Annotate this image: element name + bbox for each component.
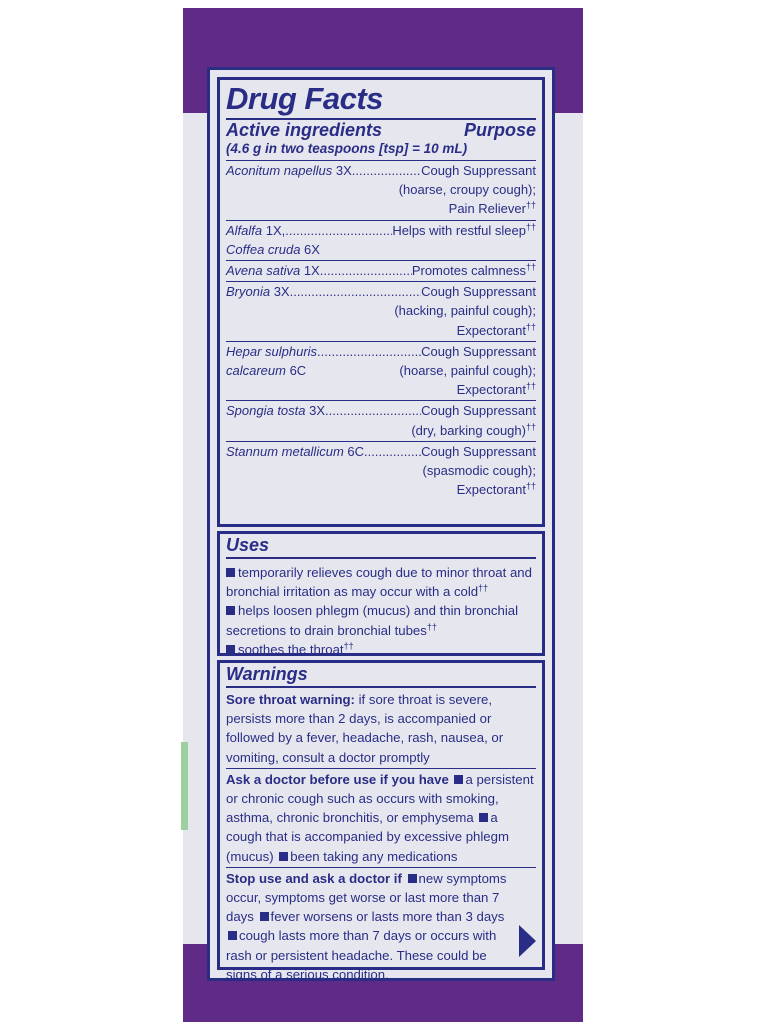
- ingredient-latin-name: Stannum metallicum: [226, 443, 344, 459]
- footnote-mark: ††: [525, 421, 536, 432]
- drug-facts-title: Drug Facts: [226, 81, 383, 116]
- leader-dots: [317, 342, 421, 361]
- bullet-square-icon: [226, 645, 235, 654]
- ingredient-purpose: Cough Suppressant: [421, 403, 536, 419]
- leader-dots: [285, 221, 392, 240]
- bullet-square-icon: [228, 931, 237, 940]
- footnote-mark: ††: [525, 481, 536, 492]
- stop-use-item: fever worsens or lasts more than 3 days: [270, 909, 505, 925]
- use-text: soothes the throat: [238, 641, 344, 657]
- sore-throat-warning: [226, 688, 536, 768]
- footnote-mark: ††: [525, 321, 536, 332]
- ingredient-line: [226, 442, 536, 461]
- purpose-heading: Purpose: [463, 120, 536, 140]
- bullet-square-icon: [260, 912, 269, 921]
- ingredient-name: [226, 361, 306, 380]
- ingredient-purpose: Cough Suppressant: [421, 443, 536, 459]
- ingredient-latin-name: Bryonia: [226, 284, 271, 300]
- footnote-mark: ††: [343, 640, 354, 651]
- ingredient-purpose: Helps with restful sleep††: [392, 221, 536, 238]
- uses-list: [226, 559, 536, 659]
- uses-heading: Uses: [226, 535, 270, 555]
- ingredient-purpose: Promotes calmness††: [411, 262, 536, 279]
- ingredient-name: [226, 282, 290, 301]
- ingredient-strength: 3X: [270, 284, 290, 300]
- leader-dots: [352, 161, 421, 180]
- ingredients-header: [226, 120, 536, 140]
- purpose-continued: Expectorant††: [456, 321, 536, 338]
- warnings-heading: Warnings: [226, 664, 308, 684]
- ingredient-latin-name: Hepar sulphuris: [226, 343, 318, 359]
- ingredient-row: [226, 221, 536, 260]
- uses-section: [217, 531, 545, 656]
- ingredient-name: [226, 161, 352, 180]
- active-ingredients-heading: Active ingredients: [226, 120, 383, 140]
- box-green-accent: [181, 742, 188, 830]
- ask-doctor-item: a persistent or chronic cough such as occurs with smoking, asthma, chronic bronchitis, or emphysema: [226, 771, 534, 826]
- ask-doctor-item: a cough that is accompanied by excessive phlegm (mucus): [226, 810, 509, 864]
- leader-dots: [325, 401, 421, 420]
- purpose-continued: (hacking, painful cough);: [394, 303, 536, 319]
- footnote-mark: ††: [525, 221, 536, 232]
- ingredient-line: [226, 361, 536, 380]
- ingredient-row: [226, 401, 536, 440]
- ingredient-line: [226, 261, 536, 280]
- ingredient-latin-name: Spongia tosta: [226, 403, 306, 419]
- ingredient-name: [226, 401, 325, 420]
- ingredient-purpose: Cough Suppressant: [421, 284, 536, 300]
- ingredient-line: [226, 221, 536, 240]
- ingredient-name: [226, 261, 320, 280]
- purpose-continued: Expectorant††: [456, 381, 536, 398]
- use-item: [226, 640, 536, 659]
- purpose-continued: Expectorant††: [456, 481, 536, 498]
- purpose-continued: (dry, barking cough)††: [411, 421, 536, 438]
- ingredient-strength: 3X: [305, 403, 326, 419]
- ingredient-row: [226, 282, 536, 341]
- purpose-continued: (hoarse, croupy cough);: [398, 182, 536, 198]
- ask-doctor-warning: [226, 769, 536, 867]
- ingredient-strength: 1X: [300, 263, 320, 279]
- purpose-continued: (spasmodic cough);: [422, 463, 536, 479]
- footnote-mark: ††: [525, 200, 536, 211]
- ingredient-row: [226, 161, 536, 220]
- leader-dots: [364, 442, 421, 461]
- footnote-mark: ††: [478, 583, 489, 594]
- bullet-square-icon: [279, 852, 288, 861]
- ingredient-latin-name: Coffea cruda: [226, 241, 301, 257]
- ask-doctor-lead: Ask a doctor before use if you have: [226, 771, 449, 787]
- ingredient-name: [226, 242, 320, 257]
- ingredient-name: [226, 442, 364, 461]
- ingredient-line: [226, 342, 536, 361]
- play-arrow-icon: [519, 925, 536, 957]
- ingredient-latin-name: calcareum: [226, 363, 286, 379]
- ingredient-row: [226, 342, 536, 401]
- stop-use-warning: [226, 868, 536, 984]
- ingredient-purpose: Cough Suppressant: [421, 163, 536, 178]
- ask-doctor-item: been taking any medications: [290, 848, 458, 864]
- drug-facts-label: [207, 67, 555, 981]
- use-item: [226, 563, 536, 601]
- footnote-mark: ††: [525, 381, 536, 392]
- sore-throat-lead: Sore throat warning:: [226, 692, 355, 707]
- leader-dots: [290, 282, 421, 301]
- ingredient-latin-name: Alfalfa: [226, 222, 263, 238]
- ingredient-purpose: Cough Suppressant: [421, 343, 536, 359]
- ingredient-latin-name: Avena sativa: [226, 263, 301, 279]
- ingredient-strength: 3X: [332, 163, 352, 178]
- ingredient-line: [226, 161, 536, 180]
- ingredient-strength: 6X: [300, 241, 320, 257]
- ingredient-purpose: (hoarse, painful cough);: [399, 363, 536, 379]
- leader-dots: [320, 261, 412, 280]
- ingredient-line: [226, 282, 536, 301]
- use-text: helps loosen phlegm (mucus) and thin bronchial secretions to drain bronchial tubes: [226, 603, 519, 638]
- bullet-square-icon: [226, 606, 235, 615]
- bullet-square-icon: [479, 813, 488, 822]
- use-text: temporarily relieves cough due to minor throat and bronchial irritation as may occur with a cold: [226, 565, 532, 600]
- active-ingredients-section: [217, 77, 545, 527]
- ingredient-row: [226, 261, 536, 281]
- ingredient-strength: 6C: [285, 363, 307, 379]
- stop-use-item: new symptoms occur, symptoms get worse or last more than 7 days: [226, 870, 507, 925]
- ingredient-name: [226, 342, 317, 361]
- footnote-mark: ††: [426, 621, 437, 632]
- stop-use-lead: Stop use and ask a doctor if: [226, 870, 402, 886]
- ingredient-latin-name: Aconitum napellus: [226, 163, 333, 178]
- stop-use-item: cough lasts more than 7 days or occurs with rash or persistent headache. These could be signs of a serious condition.: [226, 928, 497, 982]
- ingredient-line: [226, 401, 536, 420]
- ingredient-line: [226, 240, 536, 259]
- ingredient-list: [226, 161, 536, 500]
- sore-throat-text: if sore throat is severe, persists more than 2 days, is accompanied or followed by a fever, headache, rash, nausea, or vomiting, consult a doctor promptly: [226, 692, 504, 765]
- ingredient-strength: 6C: [343, 443, 365, 459]
- ingredient-strength: 1X,: [262, 222, 286, 238]
- bullet-square-icon: [454, 775, 463, 784]
- bullet-square-icon: [226, 568, 235, 577]
- footnote-mark: ††: [525, 262, 536, 273]
- warnings-section: [217, 660, 545, 982]
- ingredient-row: [226, 442, 536, 501]
- ingredient-name: [226, 221, 285, 240]
- bullet-square-icon: [408, 874, 417, 883]
- dose-note: (4.6 g in two teaspoons [tsp] = 10 mL): [226, 141, 468, 156]
- purpose-continued: Pain Reliever††: [448, 200, 536, 217]
- use-item: [226, 601, 536, 639]
